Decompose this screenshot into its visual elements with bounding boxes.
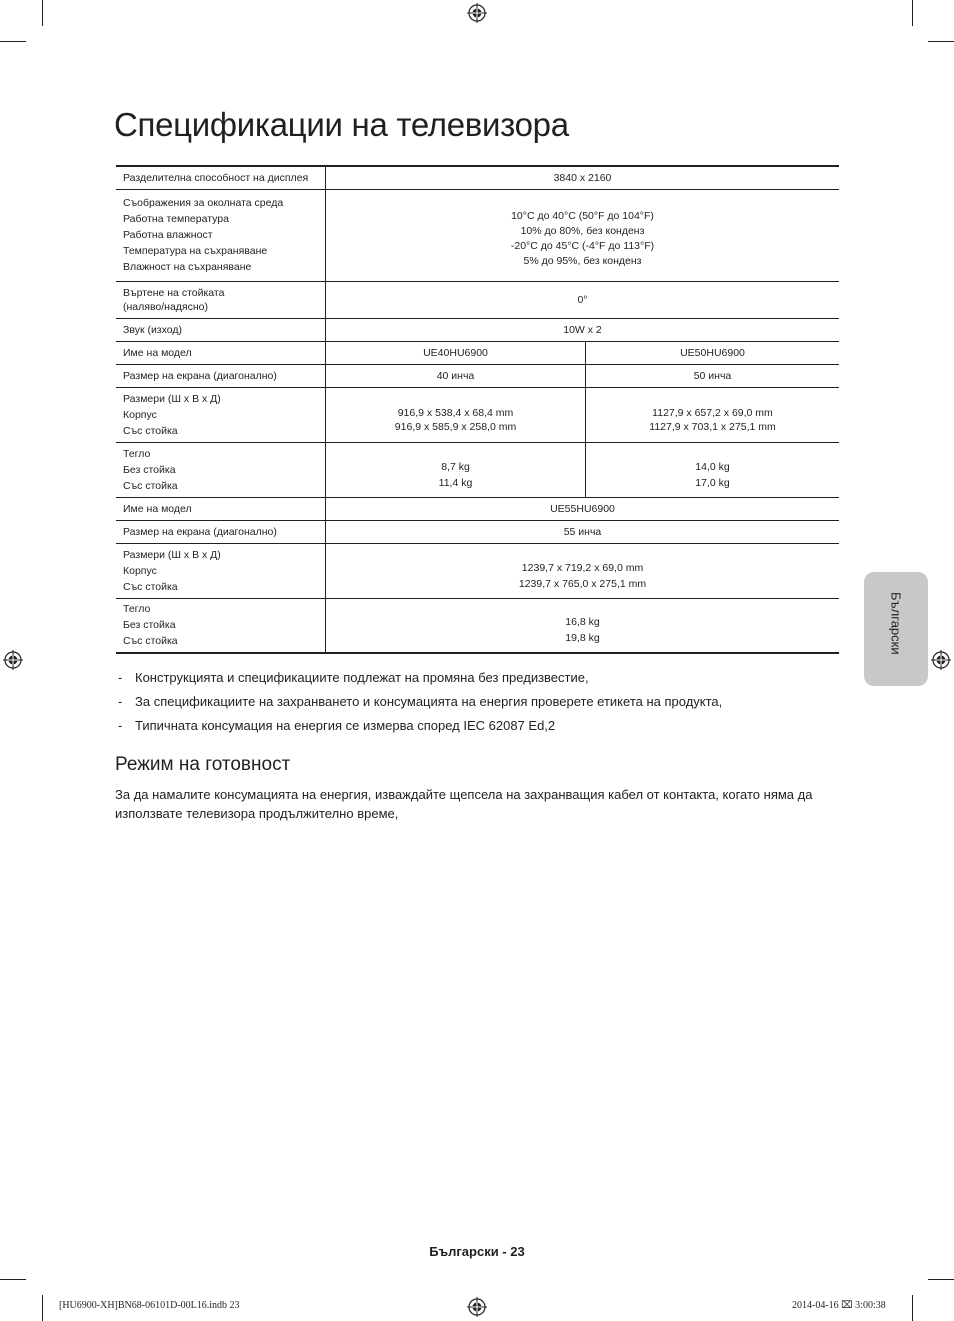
spec-value: 10°C до 40°C (50°F до 104°F) 10% до 80%, без конденз -20°C до 45°C (-4°F до 113°F) 5% до 95%, без конденз bbox=[510, 210, 655, 267]
crop-mark bbox=[912, 0, 913, 26]
spec-value: 1239,7 x 719,2 x 69,0 mm 1239,7 x 765,0 x 275,1 mm bbox=[518, 561, 647, 590]
spec-value: 0° bbox=[577, 293, 588, 306]
spec-table bbox=[116, 165, 839, 654]
spec-value: 14,0 kg 17,0 kg bbox=[695, 460, 730, 489]
language-side-tab bbox=[864, 572, 928, 686]
registration-mark-icon bbox=[467, 3, 487, 23]
notes-list bbox=[116, 668, 722, 740]
table-row bbox=[116, 281, 839, 318]
table-row bbox=[116, 497, 839, 520]
spec-value: 8,7 kg 11,4 kg bbox=[326, 442, 586, 497]
table-row bbox=[116, 166, 839, 189]
table-row bbox=[116, 364, 839, 387]
spec-label: Име на модел bbox=[116, 341, 326, 364]
table-row bbox=[116, 189, 839, 281]
spec-label: Тегло Без стойка Със стойка bbox=[116, 442, 326, 497]
spec-value: 3840 x 2160 bbox=[553, 171, 612, 184]
crop-mark bbox=[0, 41, 26, 42]
section-title: Режим на готовност bbox=[115, 754, 291, 775]
crop-mark bbox=[42, 0, 43, 26]
spec-label: Разделителна способност на дисплея bbox=[116, 166, 326, 189]
table-row bbox=[116, 318, 839, 341]
table-row bbox=[116, 341, 839, 364]
list-item: - За спецификациите на захранването и консумацията на енергия проверете етикета на продукта, bbox=[118, 694, 723, 709]
spec-label: Размери (Ш x В x Д) Корпус Със стойка bbox=[116, 543, 326, 598]
spec-value: 916,9 x 538,4 x 68,4 mm 916,9 x 585,9 x 258,0 mm bbox=[326, 387, 586, 442]
spec-value: UE40HU6900 bbox=[326, 341, 586, 364]
spec-value: 50 инча bbox=[693, 369, 732, 382]
spec-value: 55 инча bbox=[563, 525, 602, 538]
page-number: Български - 23 bbox=[429, 1244, 525, 1259]
spec-value: 40 инча bbox=[326, 364, 586, 387]
spec-label: Съображения за околната среда Работна температура Работна влажност Температура на съхраняване Влажност на съхраняване bbox=[116, 189, 326, 281]
crop-mark bbox=[0, 1279, 26, 1280]
crop-mark bbox=[912, 1295, 913, 1321]
registration-mark-icon bbox=[3, 650, 23, 670]
slug-file: [HU6900-XH]BN68-06101D-00L16.indb 23 bbox=[59, 1300, 240, 1311]
page-title: Спецификации на телевизора bbox=[114, 106, 569, 143]
registration-mark-icon bbox=[467, 1297, 487, 1317]
spec-label: Име на модел bbox=[116, 497, 326, 520]
spec-value: UE50HU6900 bbox=[680, 346, 745, 359]
spec-label: Въртене на стойката (наляво/надясно) bbox=[116, 281, 326, 318]
crop-mark bbox=[928, 41, 954, 42]
side-tab-label: Български bbox=[888, 592, 904, 655]
registration-mark-icon bbox=[931, 650, 951, 670]
list-item: - Типичната консумация на енергия се измерва според IEC 62087 Ed,2 bbox=[118, 718, 556, 733]
spec-value: 1127,9 x 657,2 x 69,0 mm 1127,9 x 703,1 x 275,1 mm bbox=[649, 406, 776, 433]
spec-label: Размер на екрана (диагонално) bbox=[116, 364, 326, 387]
spec-label: Размер на екрана (диагонално) bbox=[116, 520, 326, 543]
spec-value: 16,8 kg 19,8 kg bbox=[565, 616, 600, 645]
list-item: - Конструкцията и спецификациите подлежат на промяна без предизвестие, bbox=[118, 670, 589, 685]
spec-value: 10W x 2 bbox=[563, 323, 602, 336]
table-row bbox=[116, 598, 839, 653]
table-row bbox=[116, 520, 839, 543]
spec-label: Тегло Без стойка Със стойка bbox=[116, 598, 326, 653]
slug-date: 2014-04-16 ⌧ 3:00:38 bbox=[792, 1300, 886, 1311]
section-paragraph: За да намалите консумацията на енергия, изваждайте щепсела на захранващия кабел от контакта, когато няма да използвате телевизора продължително време, bbox=[115, 787, 813, 821]
spec-value: UE55HU6900 bbox=[550, 502, 615, 515]
spec-label: Размери (Ш x В x Д) Корпус Със стойка bbox=[116, 387, 326, 442]
spec-label: Звук (изход) bbox=[116, 318, 326, 341]
table-row bbox=[116, 543, 839, 598]
crop-mark bbox=[928, 1279, 954, 1280]
table-row bbox=[116, 442, 839, 497]
table-row bbox=[116, 387, 839, 442]
crop-mark bbox=[42, 1295, 43, 1321]
